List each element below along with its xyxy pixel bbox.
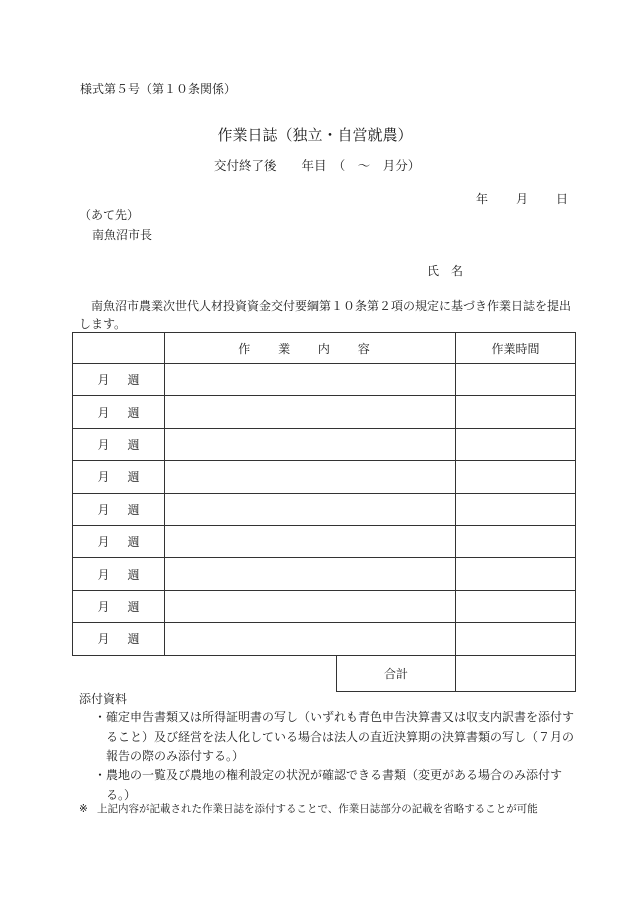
total-label: 合計 [336, 655, 455, 692]
applicant-name-label: 氏 名 [427, 264, 464, 278]
work-content-cell[interactable] [165, 493, 456, 525]
month-label: 月 [97, 632, 110, 647]
table-row [73, 493, 576, 525]
work-content-cell[interactable] [165, 364, 456, 396]
month-label: 月 [97, 535, 110, 550]
attachment-item-text: 農地の一覧及び農地の権利設定の状況が確認できる書類（変更がある場合のみ添付する。） [106, 768, 563, 802]
month-label: 月 [97, 405, 110, 420]
month-label: 月 [97, 437, 110, 452]
work-time-cell[interactable] [456, 461, 576, 493]
table-row [73, 623, 576, 655]
page-title: 作業日誌（独立・自営就農） [217, 126, 413, 144]
work-content-cell[interactable] [165, 461, 456, 493]
month-week-cell[interactable] [73, 590, 165, 622]
attachment-item-text: 確定申告書類又は所得証明書の写し（いずれも青色申告決算書又は収支内訳書を添付すること）及び経営を法人化している場合は法人の直近決算期の決算書類の写し（７月の報告の際のみ添付する。） [106, 710, 575, 763]
work-time-cell[interactable] [456, 590, 576, 622]
week-label: 週 [127, 632, 140, 647]
date-month-label: 月 [516, 192, 529, 206]
month-label: 月 [97, 470, 110, 485]
table-row [73, 525, 576, 557]
work-time-cell[interactable] [456, 364, 576, 396]
work-content-cell[interactable] [165, 558, 456, 590]
month-label: 月 [97, 373, 110, 388]
month-week-cell[interactable] [73, 525, 165, 557]
work-time-cell[interactable] [456, 396, 576, 428]
total-time-cell[interactable] [456, 655, 576, 691]
recipient-label: （あて先） [79, 208, 140, 222]
footnote [79, 801, 538, 816]
month-label: 月 [97, 567, 110, 582]
attachments-heading: 添付資料 [79, 692, 128, 706]
work-content-cell[interactable] [165, 396, 456, 428]
month-week-cell[interactable] [73, 558, 165, 590]
date-day-label: 日 [556, 192, 569, 206]
work-time-cell[interactable] [456, 493, 576, 525]
month-label: 月 [97, 599, 110, 614]
week-label: 週 [127, 599, 140, 614]
week-label: 週 [127, 373, 140, 388]
date-year-label: 年 [476, 192, 489, 206]
month-week-cell[interactable] [73, 396, 165, 428]
recipient-name: 南魚沼市長 [92, 228, 153, 242]
total-row [73, 655, 576, 691]
month-week-cell[interactable] [73, 428, 165, 460]
table-row [73, 396, 576, 428]
attachment-item [94, 766, 574, 805]
attachment-item [94, 708, 574, 767]
week-label: 週 [127, 502, 140, 517]
note-text: 上記内容が記載された作業日誌を添付することで、作業日誌部分の記載を省略することが可能 [97, 803, 538, 815]
month-week-cell[interactable] [73, 461, 165, 493]
header-time: 作業時間 [456, 333, 576, 364]
work-time-cell[interactable] [456, 623, 576, 655]
table-row [73, 461, 576, 493]
table-row [73, 428, 576, 460]
work-content-cell[interactable] [165, 428, 456, 460]
week-label: 週 [127, 405, 140, 420]
work-content-cell[interactable] [165, 590, 456, 622]
work-content-cell[interactable] [165, 623, 456, 655]
work-log-table [72, 332, 576, 692]
month-week-cell[interactable] [73, 493, 165, 525]
table-row [73, 558, 576, 590]
week-label: 週 [127, 567, 140, 582]
bullet-mark: ・ [94, 768, 107, 782]
work-content-cell[interactable] [165, 525, 456, 557]
work-time-cell[interactable] [456, 525, 576, 557]
table-row [73, 364, 576, 396]
header-content: 作 業 内 容 [165, 333, 456, 364]
table-header-row [73, 333, 576, 364]
week-label: 週 [127, 437, 140, 452]
bullet-mark: ・ [94, 710, 107, 724]
page-subtitle: 交付終了後 年目 （ ～ 月分） [214, 158, 421, 173]
table-row [73, 590, 576, 622]
week-label: 週 [127, 470, 140, 485]
date-line [476, 190, 568, 207]
month-week-cell[interactable] [73, 623, 165, 655]
form-number: 様式第５号（第１０条関係） [80, 82, 237, 96]
month-week-cell[interactable] [73, 364, 165, 396]
week-label: 週 [127, 535, 140, 550]
work-time-cell[interactable] [456, 428, 576, 460]
note-mark: ※ [79, 803, 88, 815]
month-label: 月 [97, 502, 110, 517]
header-week [73, 333, 165, 364]
body-text: 南魚沼市農業次世代人材投資資金交付要綱第１０条第２項の規定に基づき作業日誌を提出します。 [79, 299, 572, 331]
work-time-cell[interactable] [456, 558, 576, 590]
